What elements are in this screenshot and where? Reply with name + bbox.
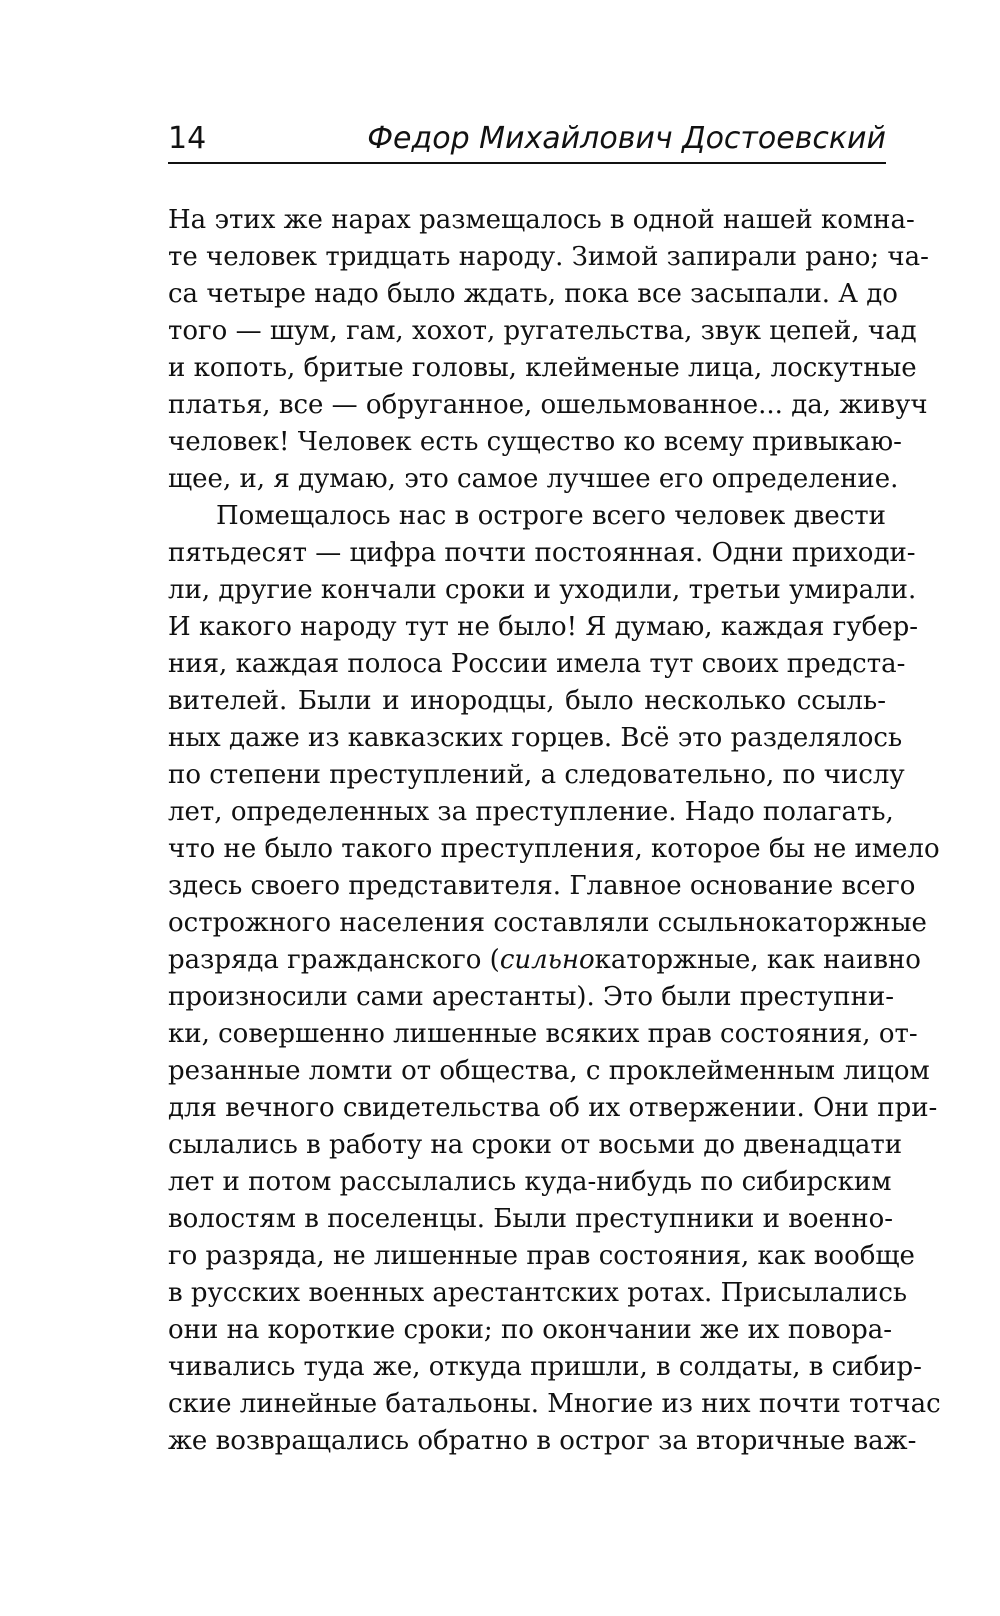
text-fragment: разряда гражданского ( [168,945,500,975]
text-line: чивались туда же, откуда пришли, в солдаты, в сибир- [168,1352,922,1382]
text-line: ния, каждая полоса России имела тут своих предста- [168,649,906,679]
text-line: человек! Человек есть существо ко всему привыкаю- [168,427,902,457]
text-line: щее, и, я думаю, это самое лучшее его определение. [168,464,899,494]
text-line: и копоть, бритые головы, клейменые лица, лоскутные [168,353,917,383]
emphasized-word: сильно [499,945,595,975]
running-head [168,118,886,164]
page-number: 14 [168,121,207,156]
text-line: Помещалось нас в остроге всего человек двести [216,501,886,531]
text-line-with-emphasis [168,942,921,979]
text-line: они на короткие сроки; по окончании же их повора- [168,1315,893,1345]
text-line: по степени преступлений, а следовательно, по числу [168,760,905,790]
text-line: платья, все — обруганное, ошельмованное... да, живуч [168,390,928,420]
text-line: сылались в работу на сроки от восьми до двенадцати [168,1130,903,1160]
text-line: произносили сами арестанты). Это были преступни- [168,982,895,1012]
text-line: И какого народу тут не было! Я думаю, каждая губер- [168,612,919,642]
text-line: ки, совершенно лишенные всяких прав состояния, от- [168,1019,918,1049]
text-line: что не было такого преступления, которое бы не имело [168,834,940,864]
text-line: пятьдесят — цифра почти постоянная. Одни приходи- [168,538,916,568]
text-line: са четыре надо было ждать, пока все засыпали. А до [168,279,898,309]
text-line: для вечного свидетельства об их отвержении. Они при- [168,1093,938,1123]
text-line: же возвращались обратно в острог за вторичные важ- [168,1426,917,1456]
text-line: ли, другие кончали сроки и уходили, третьи умирали. [168,575,917,605]
text-line: ных даже из кавказских горцев. Всё это разделялось [168,723,903,753]
text-line: в русских военных арестантских ротах. Присылались [168,1278,908,1308]
text-line: ские линейные батальоны. Многие из них почти тотчас [168,1389,941,1419]
text-line: того — шум, гам, хохот, ругательства, звук цепей, чад [168,316,917,346]
text-line: резанные ломти от общества, с проклейменным лицом [168,1056,930,1086]
text-line: лет и потом рассылались куда-нибудь по сибирским [168,1167,892,1197]
text-line: вителей. Были и инородцы, было несколько ссыль- [168,686,886,716]
text-line: те человек тридцать народу. Зимой запирали рано; ча- [168,242,929,272]
text-body [168,202,941,1460]
text-line: острожного населения составляли ссыльнокаторжные [168,908,927,938]
text-line: здесь своего представителя. Главное основание всего [168,871,916,901]
text-fragment: каторжные, как наивно [594,945,921,975]
running-title: Федор Михайлович Достоевский [367,121,886,156]
text-line: го разряда, не лишенные прав состояния, как вообще [168,1241,915,1271]
text-line: На этих же нарах размещалось в одной нашей комна- [168,205,915,235]
text-line: волостям в поселенцы. Были преступники и военно- [168,1204,894,1234]
text-line: лет, определенных за преступление. Надо полагать, [168,797,894,827]
